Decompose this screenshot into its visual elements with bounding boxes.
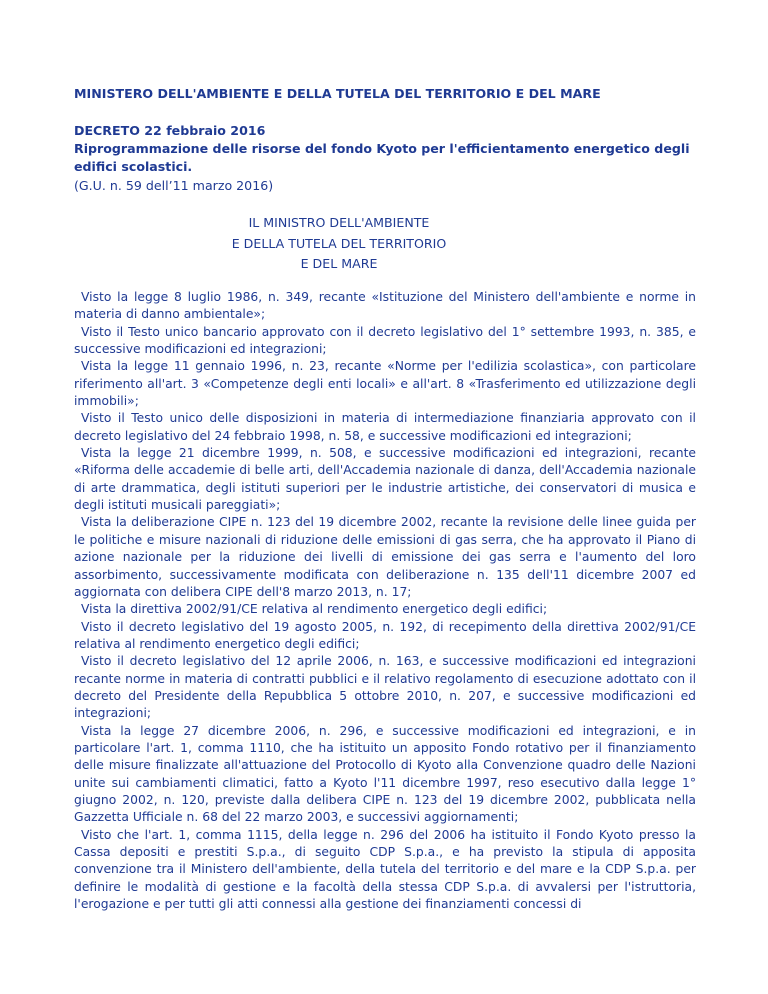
minister-heading-line: IL MINISTRO DELL'AMBIENTE [248,215,430,230]
minister-heading [74,213,604,275]
decree-subject: Riprogrammazione delle risorse del fondo Kyoto per l'efficientamento energetico degli edifici scolastici. [74,141,690,174]
decree-title: DECRETO 22 febbraio 2016 [74,123,266,138]
recital-paragraph: Visto il Testo unico bancario approvato con il decreto legislativo del 1° settembre 1993, n. 385, e successive modificazioni ed integrazioni; [74,324,696,357]
decree-body [74,289,696,913]
gazette-reference: (G.U. n. 59 dell’11 marzo 2016) [74,178,274,193]
recital-paragraph: Visto il decreto legislativo del 19 agosto 2005, n. 192, di recepimento della direttiva 2002/91/CE relativa al rendimento energetico degli edifici; [74,619,696,651]
recital-paragraph: Vista la direttiva 2002/91/CE relativa al rendimento energetico degli edifici; [81,602,548,617]
recital-paragraph: Visto la legge 8 luglio 1986, n. 349, recante «Istituzione del Ministero dell'ambiente e norme in materia di danno ambientale»; [74,290,696,322]
recital-paragraph: Vista la legge 11 gennaio 1996, n. 23, recante «Norme per l'edilizia scolastica», con particolare riferimento all'art. 3 «Competenze degli enti locali» e all'art. 8 «Trasferimento ed utilizzazione degli immobili»; [74,359,696,409]
recital-paragraph: Vista la legge 21 dicembre 1999, n. 508, e successive modificazioni ed integrazioni, recante «Riforma delle accademie di belle arti, dell'Accademia nazionale di danza, dell'Accademia nazionale di arte drammatica, degli istituti superiori per le industrie artistiche, dei conservatori di musica e degli istituti musicali pareggiati»; [74,446,696,513]
recital-paragraph: Vista la deliberazione CIPE n. 123 del 19 dicembre 2002, recante la revisione delle linee guida per le politiche e misure nazionali di riduzione delle emissioni di gas serra, che ha approvato il Piano di azione nazionale per la riduzione dei livelli di emissione dei gas serra e l'aumento del loro assorbimento, successivamente modificata con deliberazione n. 135 dell'11 dicembre 2007 ed aggiornata con delibera CIPE dell'8 marzo 2013, n. 17; [74,515,696,599]
recital-paragraph: Visto il decreto legislativo del 12 aprile 2006, n. 163, e successive modificazioni ed integrazioni recante norme in materia di contratti pubblici e il relativo regolamento di esecuzione adottato con il decreto del Presidente della Repubblica 5 ottobre 2010, n. 207, e successive modificazioni ed integrazioni; [74,654,696,721]
recital-paragraph: Visto che l'art. 1, comma 1115, della legge n. 296 del 2006 ha istituito il Fondo Kyoto presso la Cassa depositi e prestiti S.p.a., di seguito CDP S.p.a., e ha previsto la stipula di apposita convenzione tra il Ministero dell'ambiente, della tutela del territorio e del mare e la CDP S.p.a. per definire le modalità di gestione e la facoltà della stessa CDP S.p.a. di avvalersi per l'istruttoria, l'erogazione e per tutti gli atti connessi alla gestione dei finanziamenti concessi di [74,827,696,912]
recital-paragraph: Visto il Testo unico delle disposizioni in materia di intermediazione finanziaria approvato con il decreto legislativo del 24 febbraio 1998, n. 58, e successive modificazioni ed integrazioni; [74,411,696,443]
minister-heading-line: E DEL MARE [300,256,378,271]
minister-heading-line: E DELLA TUTELA DEL TERRITORIO [231,235,447,251]
recital-paragraph: Vista la legge 27 dicembre 2006, n. 296, e successive modificazioni ed integrazioni, e in particolare l'art. 1, comma 1110, che ha istituito un apposito Fondo rotativo per il finanziamento delle misure finalizzate all'attuazione del Protocollo di Kyoto alla Convenzione quadro delle Nazioni unite sui cambiamenti climatici, fatto a Kyoto l'11 dicembre 1997, reso esecutivo dalla legge 1° giugno 2002, n. 120, previste dalla delibera CIPE n. 123 del 19 dicembre 2002, pubblicata nella Gazzetta Ufficiale n. 68 del 22 marzo 2003, e successivi aggiornamenti; [74,723,696,825]
ministry-title: MINISTERO DELL'AMBIENTE E DELLA TUTELA DEL TERRITORIO E DEL MARE [74,86,601,101]
